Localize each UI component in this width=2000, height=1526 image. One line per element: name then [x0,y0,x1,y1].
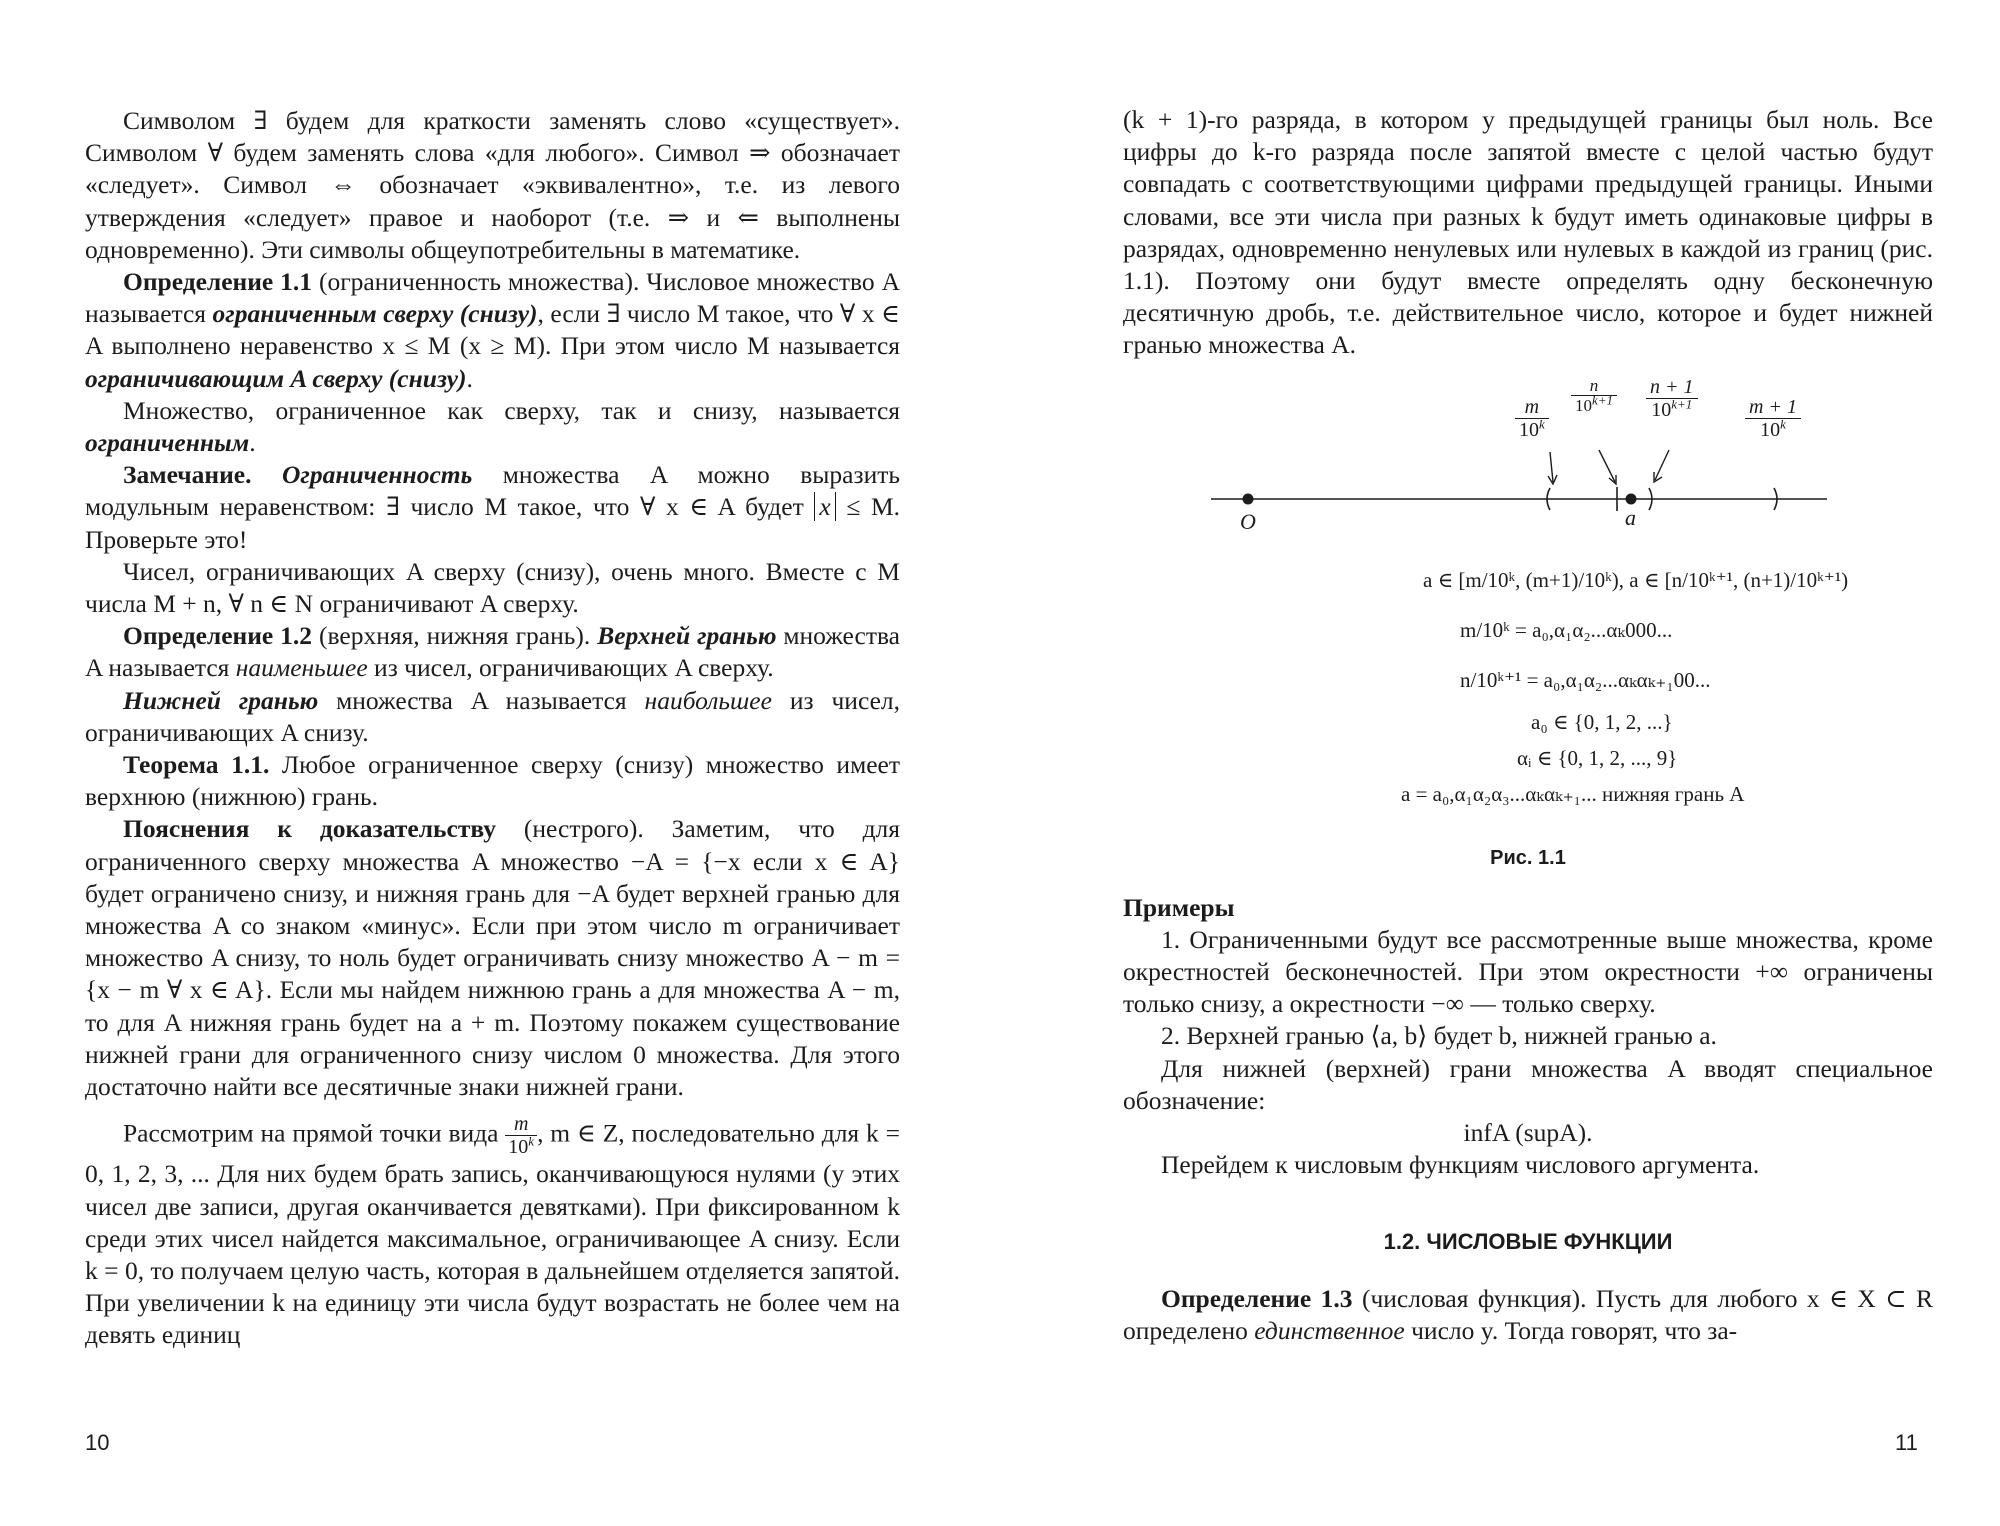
emphasis-unique: единственное [1254,1315,1405,1345]
definition-1-1 [85,266,900,395]
left-text-column [85,105,900,1352]
paragraph-symbols [85,105,900,266]
denominator-exponent: k+1 [1671,395,1693,411]
text: (числовая функция). Пусть для любого x ∈ X ⊂ R определено [1123,1283,1933,1345]
formula-alpha-set: αᵢ ∈ {0, 1, 2, ..., 9} [1517,745,1678,770]
text: Для нижней (верхней) грани множества A вводят специальное обозначение: [1123,1053,1933,1115]
denominator-base: 10 [1519,418,1539,441]
arrow-2-shaft [1599,450,1615,482]
emphasis-least: наименьшее [235,653,368,683]
term-bounding: ограничивающим A сверху (снизу) [85,363,467,393]
origin-label: O [1240,508,1256,534]
frac-label-m1-over-10k [1745,396,1801,441]
definition-heading: Определение 1.3 [1161,1283,1353,1313]
notation-formula [1123,1117,1933,1149]
fraction-numerator: m [505,1113,537,1136]
formula-n-expansion: n/10ᵏ⁺¹ = a₀,α₁α₂...αₖαₖ₊₁00... [1460,667,1711,692]
section-title [1123,1225,1933,1258]
figure-1-1 [1123,375,1933,882]
text: из чисел, ограничивающих A снизу. [85,685,900,747]
denominator-exponent: k+1 [1592,391,1614,407]
text: Перейдем к числовым функциям числового аргумента. [1161,1150,1760,1180]
term-infimum: Нижней гранью [123,685,319,715]
point-a [1626,493,1637,504]
text: . [249,428,256,458]
arrow-3-shaft [1655,450,1669,480]
example-2 [1123,1020,1933,1052]
denominator [1646,395,1698,421]
numerator: n [1571,376,1617,396]
term-bounded: ограниченным [85,428,250,458]
definition-1-2 [85,620,900,684]
text: (верхняя, нижняя грань). [312,621,598,651]
paragraph-notation [1123,1053,1933,1117]
proof-explanation [85,813,900,1103]
denominator-exponent: k [1539,415,1545,431]
fraction-denominator [505,1133,537,1159]
paragraph-bounded [85,395,900,459]
right-page [1000,0,2000,1526]
text: , m ∈ Z, последовательно для k = 0, 1, 2, 3, ... Для них будем брать запись, оканчивающуюся нулями (у этих чисел две записи, другая оканчивается девятками). При фиксированном k среди этих чисел найдется максимальное, ограничивающее A снизу. Если k = 0, то получаем целую часть, которая в дальнейшем отделяется запятой. При увеличении k на единицу эти числа будут возрастать не более чем на девять единиц [85,1118,900,1350]
point-a-label: a [1625,504,1636,530]
page-number-left: 10 [85,1430,110,1455]
paragraph-many-bounds [85,556,900,620]
numerator: m + 1 [1745,396,1801,419]
text: (ограниченность множества). Числовое множество A называется [85,267,900,329]
proof-heading: Пояснения к доказательству [123,814,497,844]
section-title-text: 1.2. ЧИСЛОВЫЕ ФУНКЦИИ [1383,1229,1673,1255]
paragraph-infimum [85,685,900,749]
formula-a-infimum: a = a₀,α₁α₂α₃...αₖαₖ₊₁... нижняя грань A [1401,781,1745,806]
emphasis-greatest: наибольшее [644,685,772,715]
denominator [1745,415,1801,441]
denominator-base: 10 [1575,395,1592,415]
text: Символом ∃ будем для краткости заменять слово «существует». Символом ∀ будем заменять слова «для любого». Символ ⇒ обозначает «следует». Символ ⇔ обозначает «эквивалентно», т.е. из левого утверждения «следует» правое и наоборот (т.е. ⇒ и ⇐ выполнены одновременно). Эти символы общеупотребительны в математике. [85,106,900,264]
paragraph-continuation [1123,104,1933,362]
theorem-heading: Теорема 1.1. [123,750,270,780]
text: Рассмотрим на прямой точки вида [123,1118,506,1148]
remark-heading: Замечание. [123,460,252,490]
denominator-base: 10 [508,1136,529,1159]
numerator: m [1515,396,1549,419]
text: . [466,363,473,393]
numerator: n + 1 [1646,376,1698,399]
definition-heading: Определение 1.1 [123,267,313,297]
formula-interval: a ∈ [m/10ᵏ, (m+1)/10ᵏ), a ∈ [n/10ᵏ⁺¹, (n+1)/10ᵏ⁺¹) [1423,567,1849,592]
text: ≤ M. Проверьте это! [85,492,901,554]
fraction-m-over-10k [505,1113,537,1158]
absolute-value: x [814,492,835,521]
text: число y. Тогда говорят, что за- [1404,1315,1738,1345]
text: 1. Ограниченными будут все рассмотренные выше множества, кроме окрестностей бесконечностей. При этом окрестности +∞ ограничены только снизу, а окрестности −∞ — только сверху. [1123,924,1933,1019]
figure-caption: Рис. 1.1 [1490,846,1566,869]
term-supremum: Верхней гранью [597,621,777,651]
example-1 [1123,924,1933,1021]
text: множества A называется [318,685,645,715]
text: (k + 1)-го разряда, в котором у предыдущей границы был ноль. Все цифры до k-го разряда после запятой вместе с целой частью будут совпадать с соответствующими цифрами предыдущей границы. Иными словами, все эти числа при разных k будут иметь одинаковые цифры в разрядах, одновременно ненулевых или нулевых в каждой из границ (рис. 1.1). Поэтому они будут вместе определять одну бесконечную десятичную дробь, т.е. действительное число, которое и будет нижней гранью множества A. [1123,105,1933,360]
remark [85,459,900,556]
frac-label-n-over-10k1 [1571,376,1617,415]
formula-a0-set: a₀ ∈ {0, 1, 2, ...} [1531,709,1673,734]
frac-label-m-over-10k [1515,396,1549,441]
denominator [1571,391,1617,415]
text: (нестрого). Заметим, что для ограниченного сверху множества A множество −A = {−x если x ∈ A} будет ограничено снизу, и нижняя грань для −A будет верхней гранью для множества A со знаком «минус». Если при этом число m ограничивает множество A снизу, то ноль будет ограничивать снизу множество A − m = {x − m ∀ x ∈ A}. Если мы найдем нижнюю грань a для множества A − m, то для A нижняя грань будет на a + m. Поэтому покажем существование нижней грани для ограниченного снизу числом 0 множества. Для этого достаточно найти все десятичные знаки нижней грани. [85,814,900,1102]
denominator-base: 10 [1651,398,1672,421]
page-number-right: 11 [1895,1430,1918,1455]
text: Чисел, ограничивающих A сверху (снизу), очень много. Вместе с M числа M + n, ∀ n ∈ N ограничивают A сверху. [85,556,900,619]
frac-label-n1-over-10k1 [1646,376,1698,421]
denominator-exponent: k [528,1133,535,1149]
text: из чисел, ограничивающих A сверху. [367,653,774,683]
text: infA (supA). [1463,1118,1593,1148]
text: множества A можно выразить модульным неравенством: ∃ число M такое, что ∀ x ∈ A будет [85,460,900,522]
denominator [1515,415,1549,441]
origin-point [1243,493,1254,504]
right-text-column [1123,104,1933,1347]
formula-m-expansion: m/10ᵏ = a₀,α₁α₂...αₖ000... [1460,617,1673,642]
text: , если ∃ число M такое, что ∀ x ∈ A выполнено неравенство x ≤ M (x ≥ M). При этом число M называется [85,299,900,361]
denominator-exponent: k [1780,415,1786,431]
definition-1-3 [1123,1283,1933,1347]
text: Множество, ограниченное как сверху, так и снизу, называется [123,395,900,425]
denominator-base: 10 [1760,418,1781,441]
paragraph-consider-points [85,1113,900,1351]
paragraph-next-topic [1123,1149,1933,1181]
term-boundedness: Ограниченность [251,460,473,490]
term-bounded-above: ограниченным сверху (снизу) [212,299,538,329]
arrow-1-shaft [1550,452,1553,482]
heading-text: Примеры [1123,892,1235,922]
text: Любое ограниченное сверху (снизу) множество имеет верхнюю (нижнюю) грань. [85,750,900,812]
text: множества A называется [85,621,900,683]
text: 2. Верхней гранью ⟨a, b⟩ будет b, нижней гранью a. [1161,1021,1717,1051]
theorem-1-1 [85,749,900,813]
definition-heading: Определение 1.2 [123,621,313,651]
examples-heading [1123,892,1933,924]
